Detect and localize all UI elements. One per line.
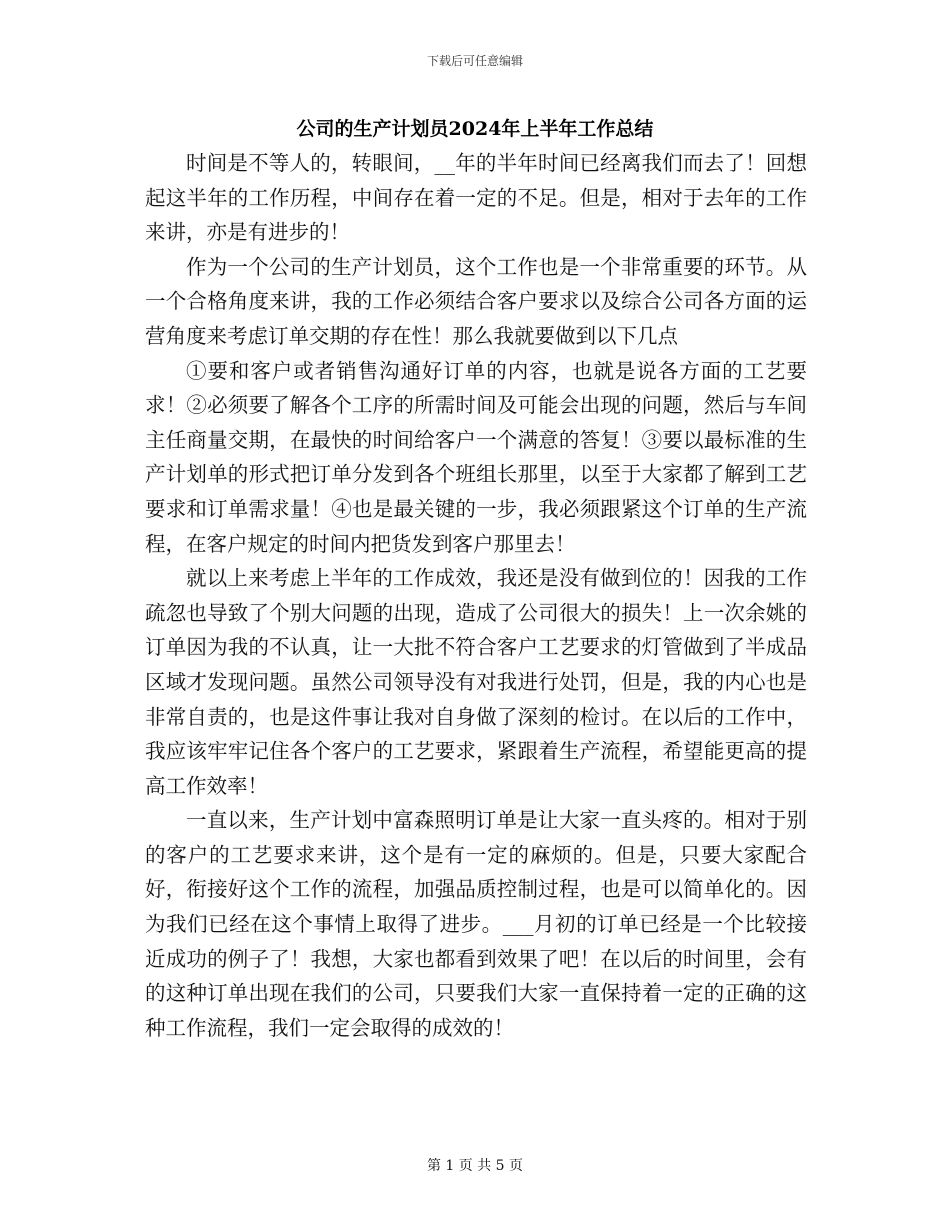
paragraph-2: 作为一个公司的生产计划员，这个工作也是一个非常重要的环节。从一个合格角度来讲，我的工作必须结合客户要求以及综合公司各方面的运营角度来考虑订单交期的存在性！那么我就要做到以下几点 [145,254,807,348]
page-number-footer: 第 1 页 共 5 页 [426,1158,524,1174]
document-body [145,146,807,1045]
download-note: 下载后可任意编辑 [426,54,523,68]
paragraph-5: 一直以来，生产计划中富森照明订单是让大家一直头疼的。相对于别的客户的工艺要求来讲，这个是有一定的麻烦的。但是，只要大家配合好，衔接好这个工作的流程，加强品质控制过程，也是可以简单化的。因为我们已经在这个事情上取得了进步。___月初的订单已经是一个比较接近成功的例子了！我想，大家也都看到效果了吧！在以后的时间里，会有的这种订单出现在我们的公司，只要我们大家一直保持着一定的正确的这种工作流程，我们一定会取得的成效的！ [145,808,807,1040]
paragraph-4: 就以上来考虑上半年的工作成效，我还是没有做到位的！因我的工作疏忽也导致了个别大问题的出现，造成了公司很大的损失！上一次余姚的订单因为我的不认真，让一大批不符合客户工艺要求的灯管做到了半成品区域才发现问题。虽然公司领导没有对我进行处罚，但是，我的内心也是非常自责的，也是这件事让我对自身做了深刻的检讨。在以后的工作中，我应该牢牢记住各个客户的工艺要求，紧跟着生产流程，希望能更高的提高工作效率！ [145,566,807,798]
paragraph-1: 时间是不等人的，转眼间，__年的半年时间已经离我们而去了！回想起这半年的工作历程，中间存在着一定的不足。但是，相对于去年的工作来讲，亦是有进步的！ [145,151,807,245]
paragraph-3: ①要和客户或者销售沟通好订单的内容，也就是说各方面的工艺要求！②必须要了解各个工序的所需时间及可能会出现的问题，然后与车间主任商量交期，在最快的时间给客户一个满意的答复！③要以最标准的生产计划单的形式把订单分发到各个班组长那里，以至于大家都了解到工艺要求和订单需求量！④也是最关键的一步，我必须跟紧这个订单的生产流程，在客户规定的时间内把货发到客户那里去！ [145,358,807,556]
document-title: 公司的生产计划员2024年上半年工作总结 [296,118,654,140]
